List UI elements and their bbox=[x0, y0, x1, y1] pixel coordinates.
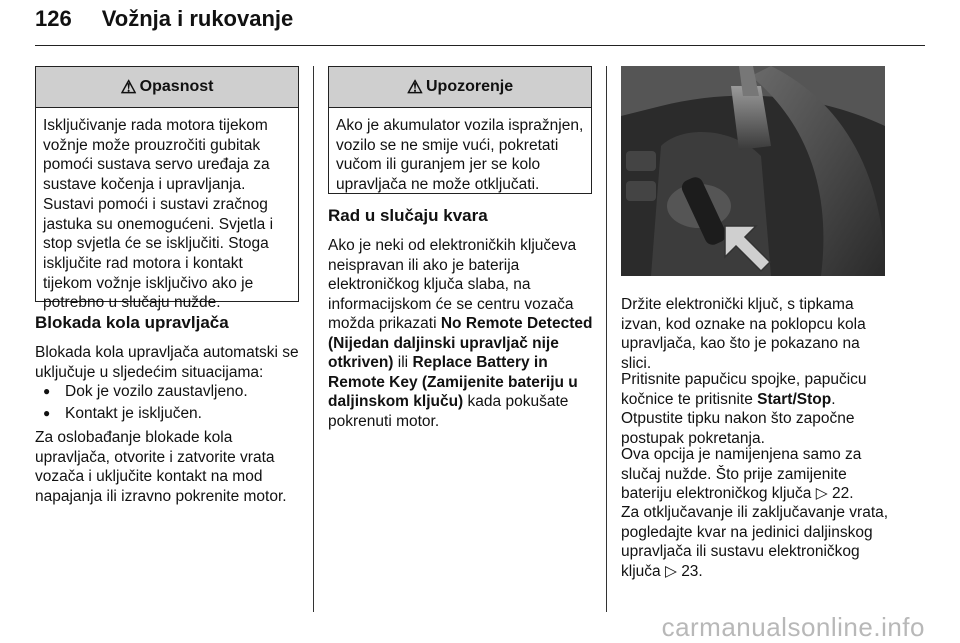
page-ref-icon: ▷ bbox=[664, 562, 677, 580]
warning-triangle-icon: ⚠ bbox=[120, 77, 137, 97]
warning-box-text: Ako je akumulator vozila ispražnjen, vozilo se ne smije vući, pokretati vučom ili guranjem jer se kolo upravljača ne može otključati. bbox=[336, 117, 584, 194]
emergency-note: Ova opcija je namijenjena samo za slučaj nužde. Što prije zamijenite bateriju elektroničkog ključa ▷ 22. bbox=[621, 446, 862, 502]
chapter-title: Vožnja i rukovanje bbox=[101, 6, 294, 31]
start-instruction: Pritisnite papučicu spojke, papučicu kočnice te pritisnite Start/Stop. Otpustite tipku nakon što započne postupak pokretanja. bbox=[621, 371, 867, 447]
page-number: 126 bbox=[35, 6, 72, 31]
steering-lock-release: Za oslobađanje blokade kola upravljača, otvorite i zatvorite vrata vozača i uključite kontakt na mod napajanja ili izravno pokrenite motor. bbox=[35, 429, 287, 505]
steering-lock-intro: Blokada kola upravljača automatski se uključuje u sljedećim situacijama: bbox=[35, 344, 299, 381]
watermark: carmanualsonline.info bbox=[661, 612, 925, 642]
column-divider bbox=[606, 66, 607, 612]
message-no-remote: No Remote Detected (Nijedan daljinski upravljač nije otkriven) bbox=[328, 315, 593, 371]
fault-text: Ako je neki od elektroničkih ključeva neispravan ili ako je baterija elektroničkog ključa slaba, na informacijskom će se centru vozača možda prikazati No Remote Detected (Nijedan daljinski upravljač nije otkriven) ili Replace Battery in Remote Key (Zamijenite bateriju u daljinskom ključu) kada pokušate pokrenuti motor. bbox=[328, 237, 593, 430]
warning-box-header bbox=[329, 67, 591, 108]
unlock-note: Za otključavanje ili zaključavanje vrata, pogledajte kvar na jedinici daljinskog upravljača ili sustavu elektroničkog ključa ▷ 23. bbox=[621, 504, 889, 580]
danger-box-text: Isključivanje rada motora tijekom vožnje može prouzročiti gubitak pomoći sustava servo uređaja za sustave kočenja i upravljanja. Sustavi pomoći i sustavi zračnog jastuka su onemogućeni. Svjetla i stop svjetla će se isključiti. Stoga isključite rad motora i kontakt tijekom vožnje isključivo ako je potrebno u slučaju nužde. bbox=[43, 117, 274, 312]
page-ref[interactable]: 23. bbox=[681, 562, 703, 580]
danger-box-title: Opasnost bbox=[139, 78, 214, 95]
hold-key-instruction: Držite elektronički ključ, s tipkama izvan, kod oznake na poklopcu kola upravljača, kao što je pokazano na slici. bbox=[621, 296, 866, 372]
start-stop-label: Start/Stop bbox=[757, 390, 832, 408]
danger-box-header bbox=[36, 67, 298, 108]
steering-column-illustration bbox=[621, 66, 885, 276]
header-rule bbox=[35, 45, 925, 46]
danger-box bbox=[35, 66, 299, 312]
column-divider bbox=[313, 66, 314, 612]
list-item: ● Dok je vozilo zaustavljeno. bbox=[43, 383, 248, 400]
warning-box-title: Upozorenje bbox=[426, 78, 514, 95]
bullet-icon: ● bbox=[43, 384, 51, 398]
list-item: ● Kontakt je isključen. bbox=[43, 405, 202, 422]
page-header bbox=[35, 6, 293, 32]
section-heading-steering-lock: Blokada kola upravljača bbox=[35, 313, 229, 332]
page-ref-icon: ▷ bbox=[815, 485, 828, 502]
section-heading-fault: Rad u slučaju kvara bbox=[328, 206, 488, 225]
warning-box bbox=[328, 66, 592, 194]
warning-triangle-icon: ⚠ bbox=[406, 77, 423, 97]
message-replace-battery: Replace Battery in Remote Key (Zamijenite bateriju u daljinskom ključu) bbox=[328, 354, 578, 410]
bullet-icon: ● bbox=[43, 406, 51, 420]
page-ref[interactable]: 22. bbox=[831, 485, 854, 502]
